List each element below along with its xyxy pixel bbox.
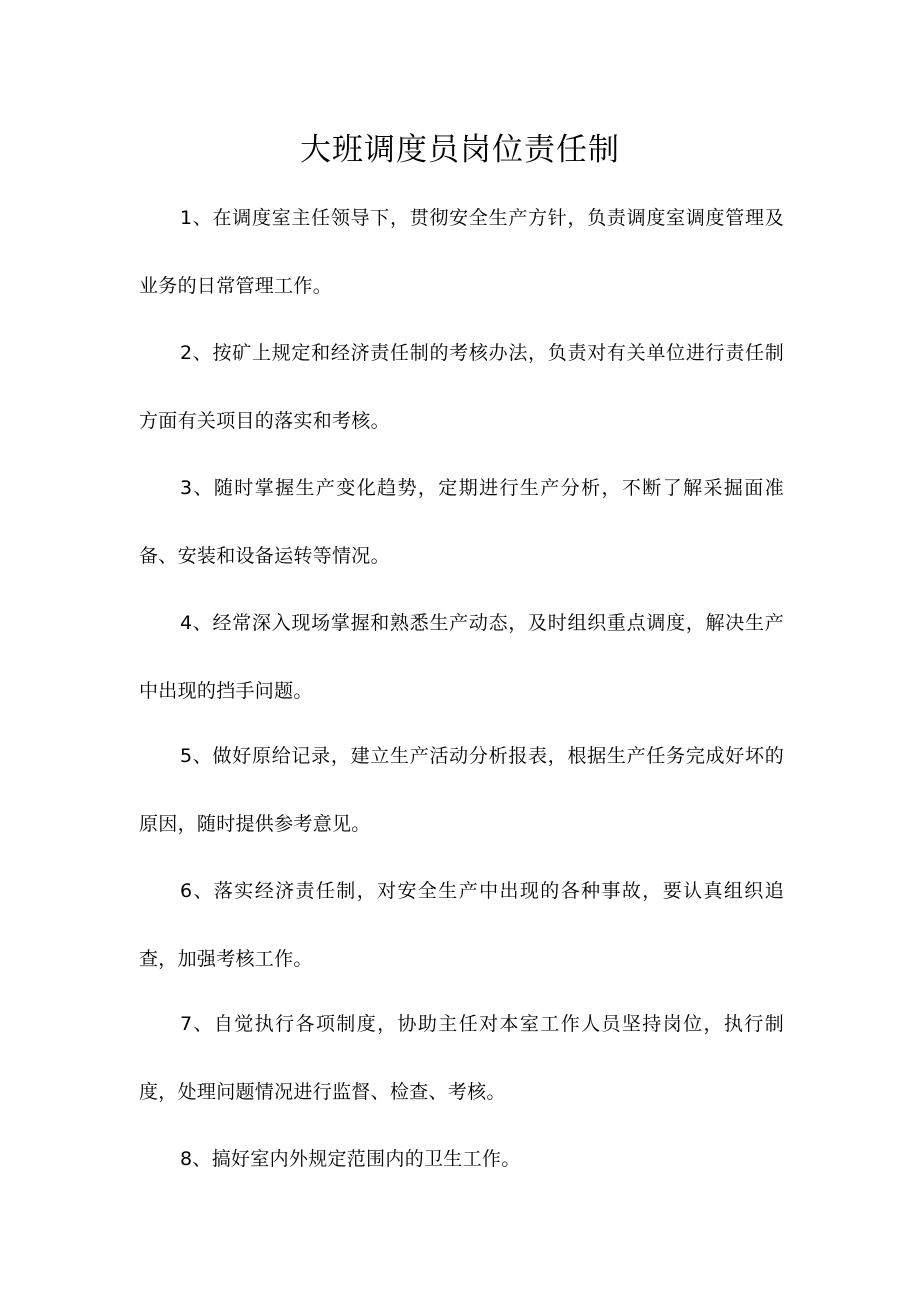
responsibility-item-8: 8、搞好室内外规定范围内的卫生工作。 <box>180 1148 521 1170</box>
responsibility-item-1: 1、在调度室主任领导下，贯彻安全生产方针，负责调度室调度管理及业务的日常管理工作。 <box>139 207 784 297</box>
responsibility-item-2: 2、按矿上规定和经济责任制的考核办法，负责对有关单位进行责任制方面有关项目的落实和考核。 <box>139 342 784 432</box>
document-title: 大班调度员岗位责任制 <box>300 132 620 168</box>
responsibility-item-4: 4、经常深入现场掌握和熟悉生产动态，及时组织重点调度，解决生产中出现的挡手问题。 <box>139 612 784 702</box>
responsibility-item-6: 6、落实经济责任制，对安全生产中出现的各种事故，要认真组织追查，加强考核工作。 <box>139 880 784 970</box>
responsibility-item-7: 7、自觉执行各项制度，协助主任对本室工作人员坚持岗位，执行制度，处理问题情况进行监督、检查、考核。 <box>139 1013 784 1103</box>
responsibility-item-5: 5、做好原给记录，建立生产活动分析报表，根据生产任务完成好坏的原因，随时提供参考意见。 <box>139 745 784 835</box>
responsibility-item-3: 3、随时掌握生产变化趋势，定期进行生产分析，不断了解采掘面准备、安装和设备运转等情况。 <box>139 477 784 567</box>
